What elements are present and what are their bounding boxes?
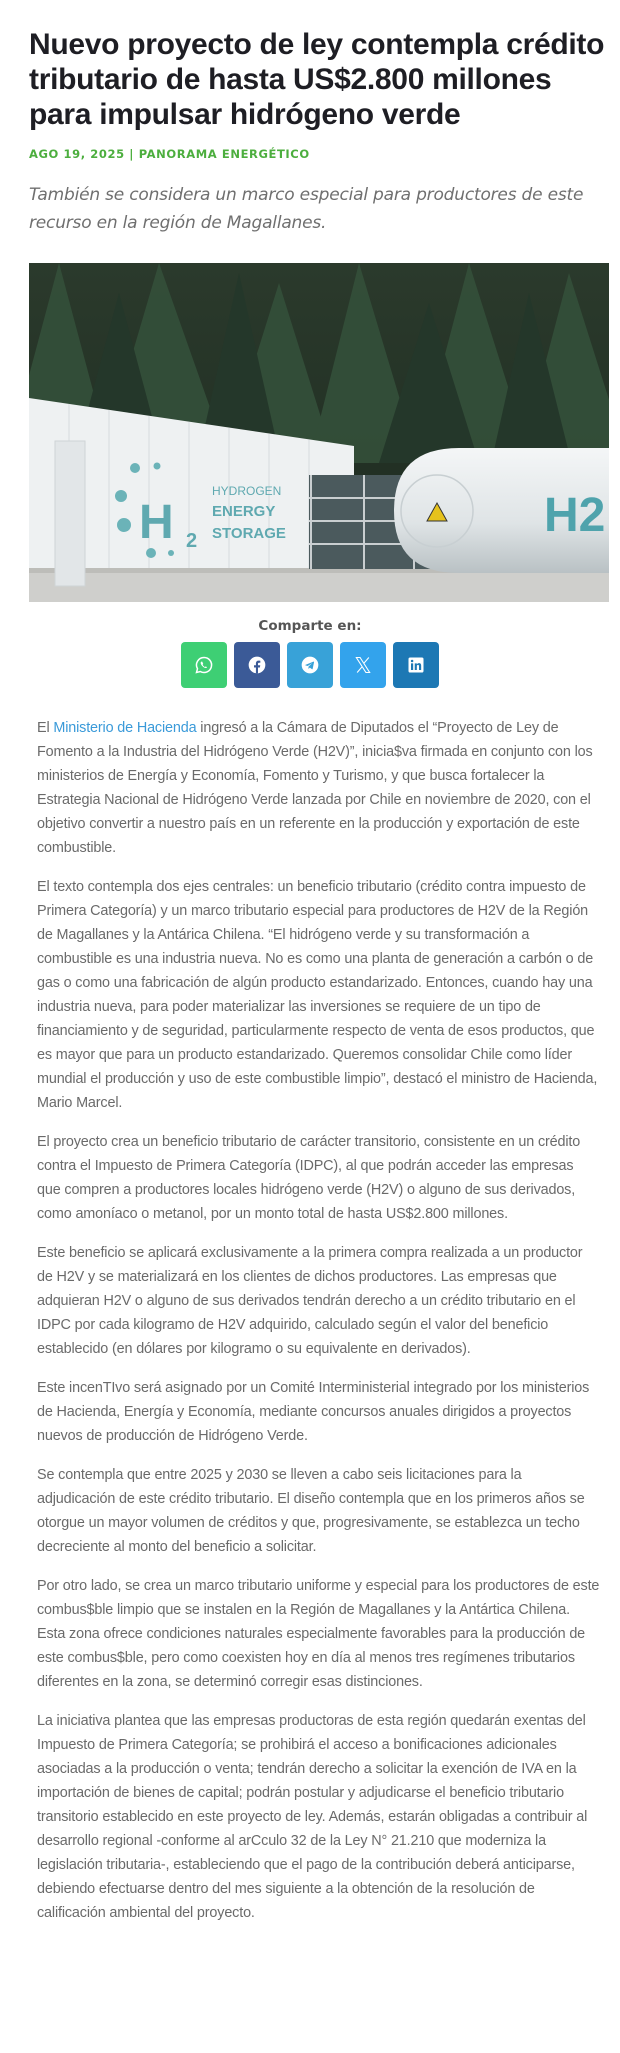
paragraph: Este incenTIvo será asignado por un Comité Interministerial integrado por los ministerios de Hacienda, Energía y Economía, mediante concursos anuales dirigidos a proyectos nuevos de producción de Hidrógeno Verde.	[37, 1380, 590, 1444]
share-linkedin-button[interactable]	[393, 642, 439, 688]
paragraph-text: ingresó a la Cámara de Diputados el “Proyecto de Ley de Fomento a la Industria del Hidrógeno Verde (H2V)”, inicia$va firmada en conjunto con los ministerios de Energía y Economía, Fomento y Turismo, y que busca fortalecer la Estrategia Nacional de Hidrógeno Verde lanzada por Chile en noviembre de 2020, con el objetivo convertir a nuestro país en un referente en la producción y exportación de este combustible.	[37, 720, 593, 856]
share-buttons	[0, 642, 620, 688]
container-label-2: ENERGY	[212, 503, 276, 520]
paragraph-text: El	[37, 720, 54, 736]
paragraph	[37, 716, 600, 860]
telegram-icon	[300, 655, 320, 675]
tank-label: H2	[544, 489, 606, 542]
share-label: Comparte en:	[258, 618, 362, 634]
article-subtitle: También se considera un marco especial para productores de este recurso en la región de Magallanes.	[29, 185, 584, 233]
linkedin-icon	[406, 655, 426, 675]
article-title: Nuevo proyecto de ley contempla crédito tributario de hasta US$2.800 millones para impulsar hidrógeno verde	[29, 28, 605, 131]
paragraph: Por otro lado, se crea un marco tributario uniforme y especial para los productores de este combus$ble limpio que se instalen en la Región de Magallanes y la Antártica Chilena. Esta zona ofrece condiciones naturales especialmente favorables para la producción de este combus$ble, pero como coexisten hoy en día al menos tres regímenes tributarios diferentes en la zona, se determinó corregir esas distinciones.	[37, 1578, 600, 1690]
paragraph: La iniciativa plantea que las empresas productoras de esta región quedarán exentas del Impuesto de Primera Categoría; se prohibirá el acceso a bonificaciones adicionales asociadas a la producción o venta; tendrán derecho a solicitar la exención de IVA en la importación de bienes de capital; podrán postular y adjudicarse el beneficio tributario transitorio establecido en este proyecto de ley. Además, estarán obligadas a contribuir al desarrollo regional -conforme al arCculo 32 de la Ley N° 21.210 que moderniza la legislación tributaria-, estableciendo que el pago de la contribución deberá anticiparse, debiendo efectuarse dentro del mes siguiente a la obtención de la resolución de calificación ambiental del proyecto.	[37, 1713, 588, 1921]
paragraph: El proyecto crea un beneficio tributario de carácter transitorio, consistente en un crédito contra el Impuesto de Primera Categoría (IDPC), al que podrán acceder las empresas que compren a productores locales hidrógeno verde (H2V) o alguno de sus derivados, como amoníaco o metanol, por un monto total de hasta US$2.800 millones.	[37, 1134, 581, 1222]
facebook-icon	[247, 655, 267, 675]
container-label-1: HYDROGEN	[212, 484, 282, 498]
article-meta: AGO 19, 2025 | PANORAMA ENERGÉTICO	[29, 147, 310, 161]
paragraph: El texto contempla dos ejes centrales: un beneficio tributario (crédito contra impuesto de Primera Categoría) y un marco tributario especial para productores de H2V de la Región de Magallanes y la Antárica Chilena. “El hidrógeno verde y su transformación a combustible es una industria nueva. No es como una planta de generación a carbón o de gas o como una fabricación de algún producto estandarizado. Entonces, cuando hay una industria nueva, para poder materializar las inversiones se requiere de un tipo de financiamiento y de seguridad, particularmente respecto de venta de esos productos, que es mayor que para un producto estandarizado. Queremos consolidar Chile como líder mundial el producción y uso de este combustible limpio”, destacó el ministro de Hacienda, Mario Marcel.	[37, 879, 598, 1111]
x-icon	[353, 655, 373, 675]
container-label-3: STORAGE	[212, 525, 286, 542]
share-facebook-button[interactable]	[234, 642, 280, 688]
whatsapp-icon	[194, 655, 214, 675]
logo-2-text: 2	[186, 530, 198, 552]
share-whatsapp-button[interactable]	[181, 642, 227, 688]
paragraph: Este beneficio se aplicará exclusivamente a la primera compra realizada a un productor de H2V y se materializará en los clientes de dichos productores. Las empresas que adquieran H2V o alguno de sus derivados tendrán derecho a un crédito tributario en el IDPC por cada kilogramo de H2V adquirido, calculado según el valor del beneficio establecido (en dólares por kilogramo o su equivalente en derivados).	[37, 1245, 583, 1357]
article-body	[37, 716, 600, 1925]
ministerio-hacienda-link[interactable]: Ministerio de Hacienda	[53, 720, 197, 736]
logo-h-text: H	[139, 496, 174, 549]
hydrogen-storage-photo	[29, 263, 609, 602]
hero-image	[29, 263, 609, 602]
share-telegram-button[interactable]	[287, 642, 333, 688]
share-x-button[interactable]	[340, 642, 386, 688]
paragraph: Se contempla que entre 2025 y 2030 se lleven a cabo seis licitaciones para la adjudicación de este crédito tributario. El diseño contempla que en los primeros años se otorgue un mayor volumen de créditos y que, progresivamente, se establezca un techo decreciente al monto del beneficio a solicitar.	[37, 1467, 585, 1555]
